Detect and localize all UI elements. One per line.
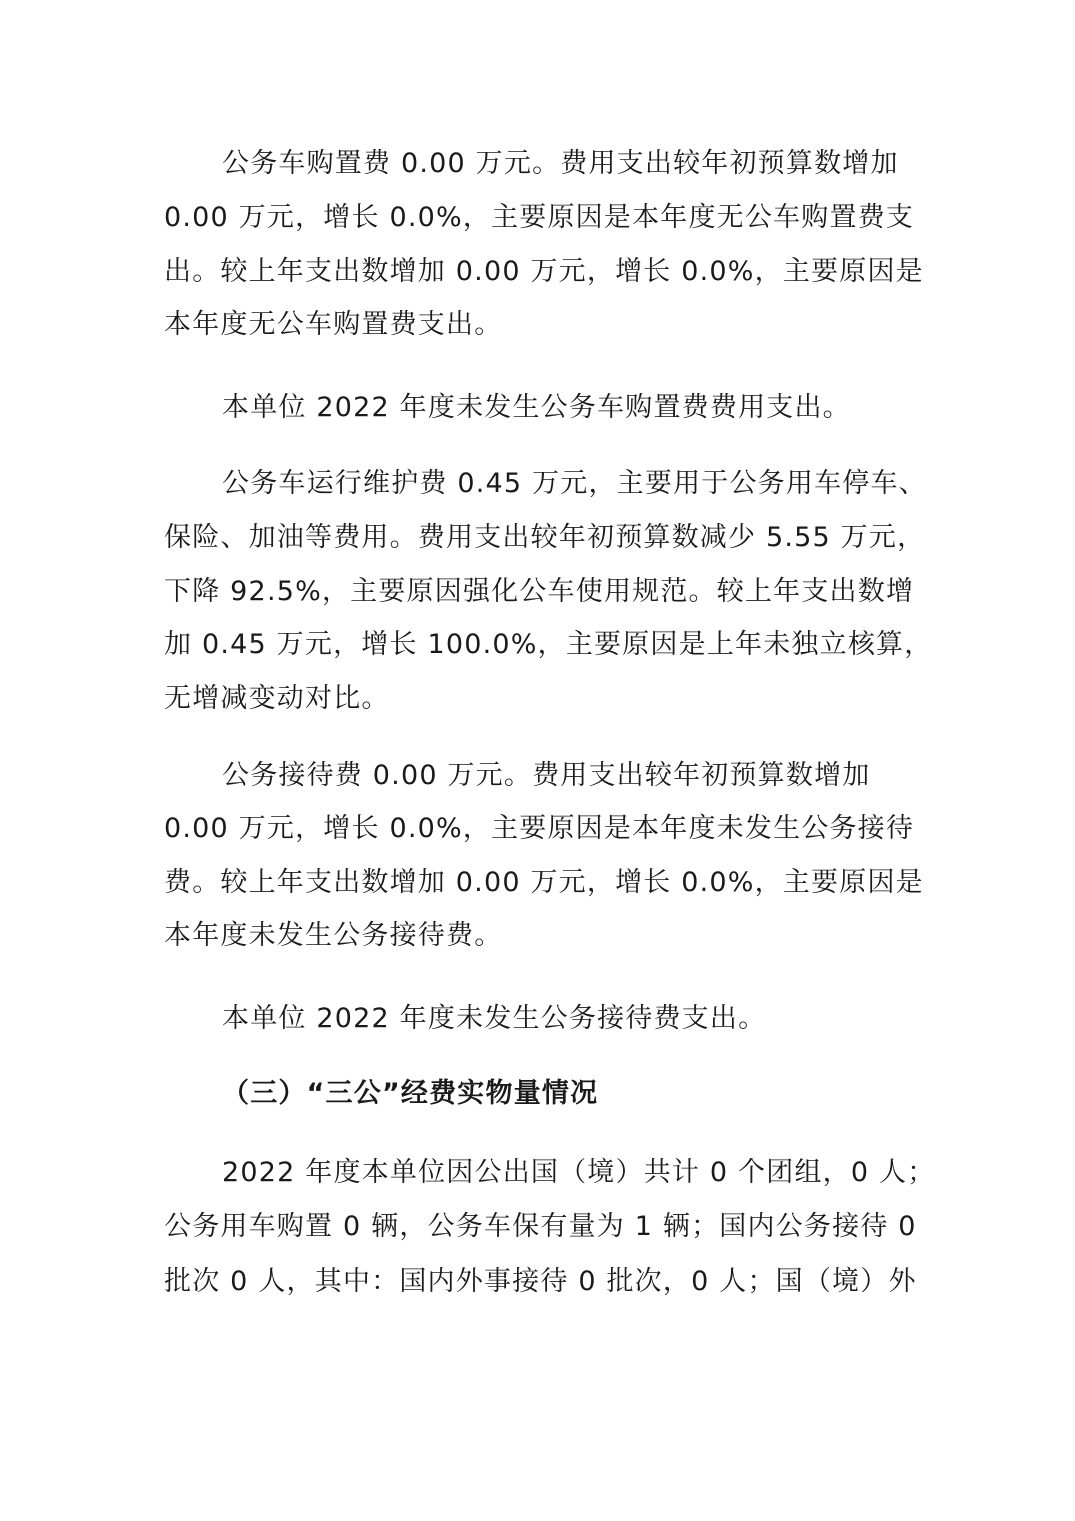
paragraph-line: 下降 92.5%，主要原因强化公车使用规范。较上年支出数增 [164,576,915,607]
paragraph-line: 0.00 万元，增长 0.0%，主要原因是本年度未发生公务接待 [164,813,915,844]
paragraph-line: 公务接待费 0.00 万元。费用支出较年初预算数增加 [222,760,871,791]
paragraph-line: 2022 年度本单位因公出国（境）共计 0 个团组，0 人； [222,1157,936,1188]
paragraph-line: 本单位 2022 年度未发生公务接待费支出。 [222,1003,767,1034]
paragraph-line: 出。较上年支出数增加 0.00 万元，增长 0.0%，主要原因是 [164,256,924,287]
paragraph-line: 0.00 万元，增长 0.0%，主要原因是本年度无公车购置费支 [164,202,915,233]
paragraph-line: 本单位 2022 年度未发生公务车购置费费用支出。 [222,392,851,423]
paragraph-line: 本年度未发生公务接待费。 [164,920,503,951]
section-heading: （三）“三公”经费实物量情况 [222,1078,599,1109]
paragraph-line: 公务车购置费 0.00 万元。费用支出较年初预算数增加 [222,148,899,179]
paragraph-line: 本年度无公车购置费支出。 [164,309,503,340]
paragraph-line: 无增减变动对比。 [164,683,390,714]
paragraph-line: 批次 0 人，其中：国内外事接待 0 批次，0 人；国（境）外 [164,1266,917,1297]
paragraph-line: 公务车运行维护费 0.45 万元，主要用于公务用车停车、 [222,468,927,499]
paragraph-line: 保险、加油等费用。费用支出较年初预算数减少 5.55 万元， [164,522,926,553]
paragraph-line: 费。较上年支出数增加 0.00 万元，增长 0.0%，主要原因是 [164,867,924,898]
paragraph-line: 加 0.45 万元，增长 100.0%，主要原因是上年未独立核算， [164,629,933,660]
paragraph-line: 公务用车购置 0 辆，公务车保有量为 1 辆；国内公务接待 0 [164,1211,917,1242]
